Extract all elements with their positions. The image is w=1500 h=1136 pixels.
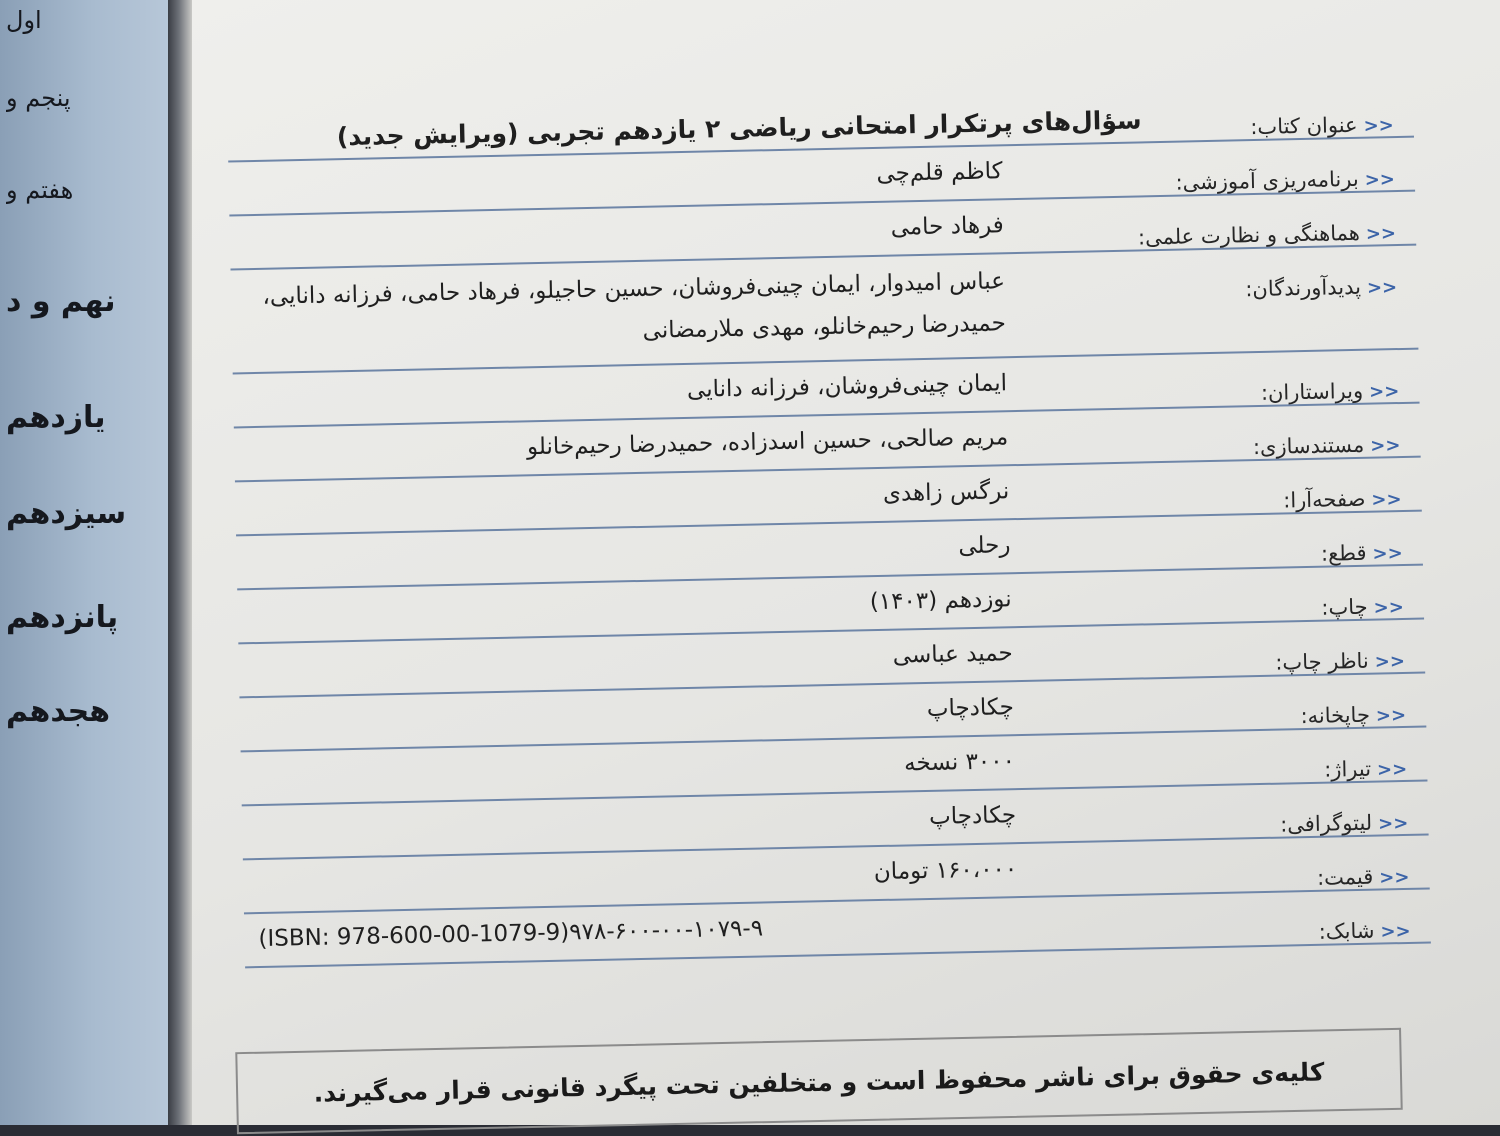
row-label: <<برنامه‌ریزی آموزشی:: [1175, 166, 1396, 195]
row-value: فرهاد حامی: [890, 212, 1005, 241]
row-label: <<مستندسازی:: [1252, 432, 1401, 460]
chevron-marker-icon: <<: [1370, 435, 1401, 457]
row-label: <<قطع:: [1320, 540, 1403, 566]
row-value: ایمان چینی‌فروشان، فرزانه دانایی: [686, 370, 1008, 403]
row-value: چکادچاپ: [928, 802, 1017, 830]
isbn-latin: (ISBN: 978-600-00-1079-9): [258, 919, 570, 953]
book-title: سؤال‌های پرتکرار امتحانی ریاضی ۲ یازدهم تجربی (ویرایش جدید): [336, 105, 1142, 152]
chevron-marker-icon: <<: [1379, 866, 1410, 889]
chevron-marker-icon: <<: [1373, 596, 1405, 619]
imprint-table: [227, 84, 1431, 969]
row-value: کاظم قلم‌چی: [876, 158, 1003, 187]
chevron-marker-icon: <<: [1377, 812, 1409, 835]
authors-line-2: حمیدرضا رحیم‌خانلو، مهدی ملارمضانی: [642, 310, 1007, 344]
row-value: حمید عباسی: [892, 640, 1013, 669]
side-item: اول: [6, 6, 42, 34]
side-item: پنجم و: [6, 84, 71, 112]
chevron-marker-icon: <<: [1372, 542, 1403, 565]
side-item: یازدهم: [6, 400, 106, 435]
row-label: <<تیراژ:: [1323, 756, 1408, 782]
book-imprint-page: [192, 0, 1500, 1125]
row-label: <<چاپخانه:: [1300, 702, 1407, 729]
row-value: رحلی: [958, 532, 1011, 560]
authors-line-1: عباس امیدوار، ایمان چینی‌فروشان، حسین حاجیلو، فرهاد حامی، فرزانه دانایی،: [262, 268, 1006, 310]
side-item: هفتم و: [6, 176, 74, 204]
row-value: چکادچاپ: [926, 694, 1015, 722]
chevron-marker-icon: <<: [1376, 758, 1408, 781]
row-label: <<شابک:: [1318, 918, 1411, 944]
row-value: ۱۶۰،۰۰۰ تومان: [873, 856, 1018, 886]
side-item: نهم و د: [6, 284, 116, 319]
row-label: <<هماهنگی و نظارت علمی:: [1137, 220, 1397, 250]
chevron-marker-icon: <<: [1365, 223, 1397, 245]
chevron-marker-icon: <<: [1380, 920, 1411, 943]
side-item: سیزدهم: [6, 496, 127, 531]
isbn-value: [258, 902, 1019, 960]
adjacent-page-strip: [0, 0, 168, 1125]
row-value: نوزدهم (۱۴۰۳): [869, 586, 1012, 616]
chevron-marker-icon: <<: [1371, 489, 1402, 511]
chevron-marker-icon: <<: [1374, 650, 1406, 673]
chevron-marker-icon: <<: [1366, 277, 1398, 299]
row-label: <<پدیدآورندگان:: [1245, 274, 1398, 302]
row-value: [245, 260, 1007, 360]
chevron-marker-icon: <<: [1364, 169, 1396, 191]
row-value: مریم صالحی، حسین اسدزاده، حمیدرضا رحیم‌خانلو: [526, 424, 1009, 461]
chevron-marker-icon: <<: [1375, 704, 1407, 727]
row-label: <<قیمت:: [1316, 864, 1410, 890]
row-label: <<صفحه‌آرا:: [1282, 486, 1402, 513]
row-label: <<لیتوگرافی:: [1279, 810, 1409, 837]
page-fold-shadow: [168, 0, 192, 1125]
side-item: پانزدهم: [6, 600, 119, 635]
row-label: <<ناظر چاپ:: [1275, 648, 1406, 675]
copyright-notice: کلیه‌ی حقوق برای ناشر محفوظ است و متخلفین تحت پیگرد قانونی قرار می‌گیرند.: [235, 1028, 1402, 1134]
row-label: <<ویراستاران:: [1260, 378, 1400, 405]
chevron-marker-icon: <<: [1368, 381, 1400, 403]
isbn-persian: ۹۷۸-۶۰۰-۰۰-۱۰۷۹-۹: [568, 915, 764, 946]
chevron-marker-icon: <<: [1363, 115, 1394, 137]
side-item: هجدهم: [6, 694, 111, 729]
row-label: <<چاپ:: [1321, 594, 1405, 620]
row-label: <<عنوان کتاب:: [1250, 112, 1394, 140]
row-value: نرگس زاهدی: [882, 478, 1010, 507]
row-value: ۳۰۰۰ نسخه: [903, 748, 1016, 777]
